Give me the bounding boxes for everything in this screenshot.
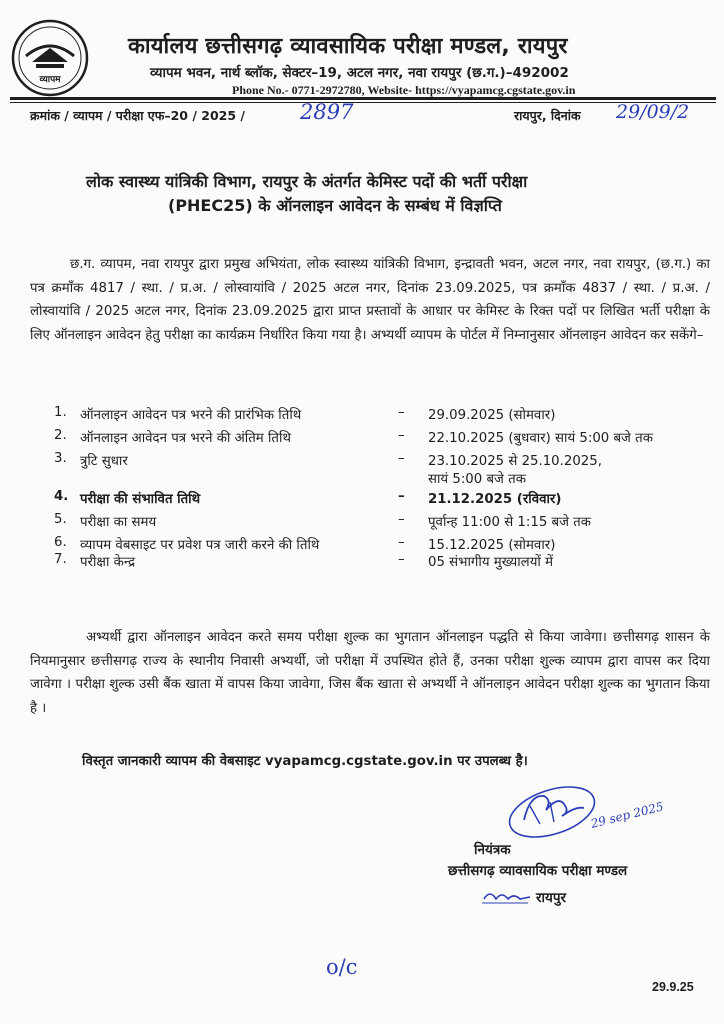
schedule-item-dash: – (398, 489, 405, 504)
office-address: व्यापम भवन, नार्थ ब्लॉक, सेक्टर–19, अटल नगर, नवा रायपुर (छ.ग.)–492002 (150, 65, 569, 81)
schedule-item-number: 4. (54, 489, 69, 504)
reference-date-label: रायपुर, दिनांक (514, 108, 581, 123)
schedule-item-value: 21.12.2025 (रविवार) (428, 492, 562, 507)
signature-date-handwritten: 29 sep 2025 (589, 799, 665, 831)
signatory-role: नियंत्रक (474, 842, 511, 858)
schedule-item-value: 22.10.2025 (बुधवार) सायं 5:00 बजे तक (428, 431, 653, 446)
schedule-item (30, 405, 710, 428)
office-contact: Phone No.- 0771-2972780, Website- https://vyapamcg.cgstate.gov.in (232, 83, 576, 97)
schedule-item-value-line2: सायं 5:00 बजे तक (428, 472, 526, 487)
schedule-item-value: पूर्वान्ह 11:00 से 1:15 बजे तक (428, 515, 591, 530)
header-rule-thin (10, 102, 716, 103)
office-title: कार्यालय छत्तीसगढ़ व्यावसायिक परीक्षा मण्डल, रायपुर (128, 34, 568, 59)
signatory-city: रायपुर (536, 890, 567, 906)
office-copy-annotation: o/c (326, 955, 358, 979)
schedule-item-value: 29.09.2025 (सोमवार) (428, 408, 556, 423)
initials-scribble (480, 887, 534, 907)
schedule-item-dash: – (398, 428, 405, 443)
schedule-item-value: 15.12.2025 (सोमवार) (428, 538, 556, 553)
schedule-item-number: 6. (54, 535, 67, 550)
logo-text: व्यापम (39, 75, 61, 85)
schedule-item-label: परीक्षा का समय (80, 515, 157, 530)
header-rule-thick (10, 97, 716, 100)
schedule-item-label: ऑनलाइन आवेदन पत्र भरने की अंतिम तिथि (80, 431, 291, 446)
intro-paragraph: छ.ग. व्यापम, नवा रायपुर द्वारा प्रमुख अभियंता, लोक स्वास्थ्य यांत्रिकी विभाग, इन्द्रावती भवन, अटल नगर, नवा रायपुर, (छ.ग.) का पत्र क्रमाँक 4817 / स्था. / प्र.अ. / लोस्वायांवि / 2025 अटल नगर, दिनांक 23.09.2025, पत्र क्रमाँक 4837 / स्था. / प्र.अ. / लोस्वायांवि / 2025 अटल नगर, दिनांक 23.09.2025 द्वारा प्राप्त प्रस्तावों के आधार पर केमिस्ट के रिक्त पदों पर लिखित भर्ती परीक्षा के लिए ऑनलाइन आवेदन हेतु परीक्षा का कार्यक्रम निर्धारित किया गया है। अभ्यर्थी व्यापम के पोर्टल में निम्नानुसार ऑनलाइन आवेदन कर सकेंगे– (30, 257, 710, 343)
schedule-item-dash: – (398, 552, 405, 567)
schedule-item (30, 451, 710, 489)
schedule-item-number: 2. (54, 428, 67, 443)
schedule-item (30, 428, 710, 451)
schedule-item-number: 7. (54, 552, 67, 567)
schedule-item-label: ऑनलाइन आवेदन पत्र भरने की प्रारंभिक तिथि (80, 408, 302, 423)
more-info-note: विस्तृत जानकारी व्यापम की वेबसाइट vyapamcg.cgstate.gov.in पर उपलब्ध है। (82, 754, 528, 769)
vyapam-logo (10, 18, 90, 98)
schedule-item (30, 489, 710, 512)
schedule-item-dash: – (398, 535, 405, 550)
controller-signature (500, 776, 670, 846)
reference-number-handwritten: 2897 (300, 100, 354, 124)
subject-line-2: (PHEC25) के ऑनलाइन आवेदन के सम्बंध में विज्ञप्ति (168, 196, 502, 215)
schedule-item-dash: – (398, 512, 405, 527)
schedule-item-value-line1: 23.10.2025 से 25.10.2025, (428, 454, 602, 469)
reference-date-handwritten: 29/09/2 (616, 101, 690, 123)
schedule-item-value (428, 451, 602, 487)
footer-date: 29.9.25 (652, 980, 694, 994)
schedule-item-number: 5. (54, 512, 67, 527)
schedule-item-dash: – (398, 451, 405, 466)
schedule-item (30, 535, 710, 552)
schedule-item-label: त्रुटि सुधार (80, 454, 128, 469)
schedule-item-number: 3. (54, 451, 67, 466)
schedule-item (30, 552, 710, 575)
fee-paragraph: अभ्यर्थी द्वारा ऑनलाइन आवेदन करते समय परीक्षा शुल्क का भुगतान ऑनलाइन पद्धति से किया जावेगा। छत्तीसगढ़ शासन के नियमानुसार छत्तीसगढ़ राज्य के स्थानीय निवासी अभ्यर्थी, जो परीक्षा में उपस्थित होते हैं, उनका परीक्षा शुल्क व्यापम द्वारा वापस कर दिया जावेगा । परीक्षा शुल्क उसी बैंक खाता में वापस किया जावेगा, जिस बैंक खाता से अभ्यर्थी ने ऑनलाइन आवेदन परीक्षा शुल्क का भुगतान किया है । (30, 630, 710, 716)
schedule-item-label: व्यापम वेबसाइट पर प्रवेश पत्र जारी करने की तिथि (80, 538, 320, 553)
signatory-organization: छत्तीसगढ़ व्यावसायिक परीक्षा मण्डल (448, 863, 628, 879)
schedule-list (30, 405, 710, 575)
schedule-item-dash: – (398, 405, 405, 420)
schedule-item-number: 1. (54, 405, 67, 420)
schedule-item-label: परीक्षा की संभावित तिथि (80, 492, 201, 507)
schedule-item-label: परीक्षा केन्द्र (80, 555, 136, 570)
subject-line-1: लोक स्वास्थ्य यांत्रिकी विभाग, रायपुर के अंतर्गत केमिस्ट पदों की भर्ती परीक्षा (86, 172, 528, 191)
schedule-item (30, 512, 710, 535)
schedule-item-value: 05 संभागीय मुख्यालयों में (428, 555, 554, 570)
reference-number-label: क्रमांक / व्यापम / परीक्षा एफ–20 / 2025 / (30, 108, 245, 123)
